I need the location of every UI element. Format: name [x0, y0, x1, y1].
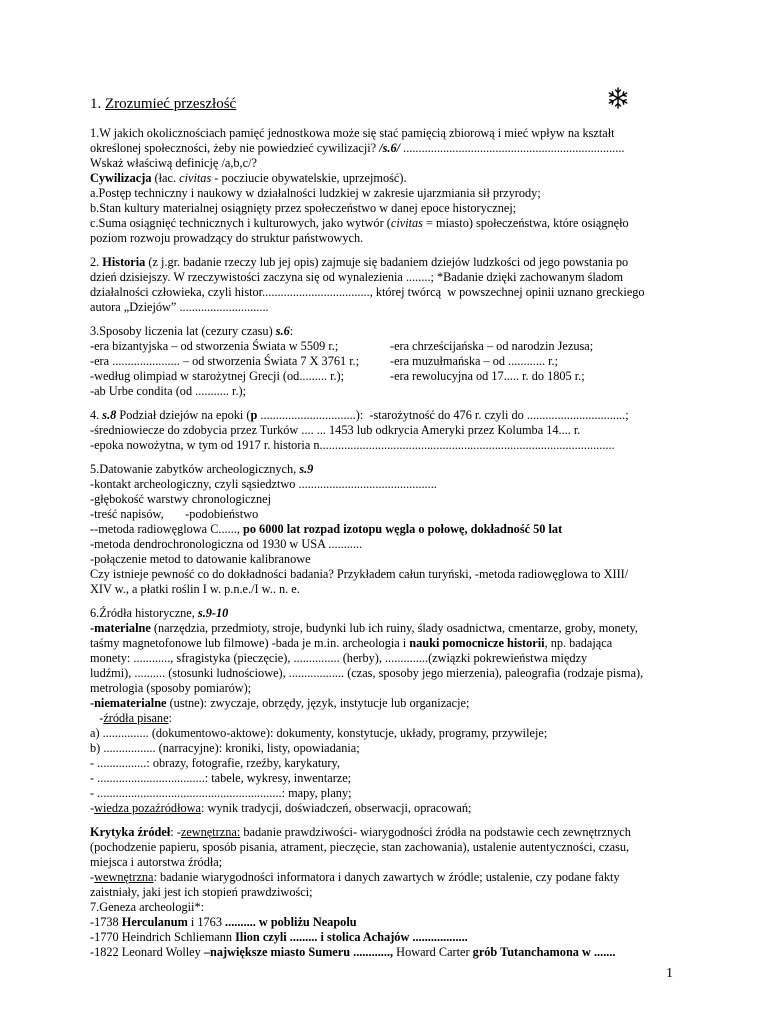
- text-segment: a) ............... (dokumentowo-aktowe): dokumenty, konstytucje, układy, programy, przywileje;: [90, 726, 548, 740]
- text-segment: ........................................................................: [400, 141, 625, 155]
- text-segment: -ab Urbe condita (od ........... r.);: [90, 384, 247, 398]
- text-line: [90, 651, 698, 666]
- text-line: [90, 771, 698, 786]
- text-segment: monety: ............, sfragistyka (pieczęcie), ............... (herby), ..............(związki pokrewieństwa między: [90, 651, 588, 665]
- text-segment: - ............................................................: mapy, plany;: [90, 786, 352, 800]
- text-segment: a.Postęp techniczny i naukowy w działalności ludzkiej w zakresie ujarzmiania sił przyrody;: [90, 186, 541, 200]
- text-segment: civitas: [390, 216, 423, 230]
- text-segment: po 6000 lat rozpad izotopu węgla o połowę, dokładność 50 lat: [243, 522, 563, 536]
- text-line: [90, 786, 698, 801]
- text-segment: 1.W jakich okolicznościach pamięć jednostkowa może się stać pamięcią zbiorową i mieć wpływ na kształt: [90, 126, 615, 140]
- text-segment: -głębokość warstwy chronologicznej: [90, 492, 271, 506]
- text-segment: civitas: [179, 171, 212, 185]
- text-segment: działalności człowieka, czyli histor..................................., której twórcą w powszechnej opinii uznano greckiego: [90, 285, 645, 299]
- text-segment: -era rewolucyjna od 17..... r. do 1805 r.;: [390, 369, 585, 383]
- text-segment: -era chrześcijańska – od narodzin Jezusa;: [390, 339, 594, 353]
- text-line: [90, 384, 698, 399]
- text-line: [90, 477, 698, 492]
- text-segment: metrologia (sposoby pomiarów);: [90, 681, 252, 695]
- text-segment: Czy istnieje pewność co do dokładności badania? Przykładem całun turyński, -metoda radiowęglowa to XIII/: [90, 567, 629, 581]
- text-line: [90, 801, 698, 816]
- text-line: [90, 711, 698, 726]
- text-segment: -kontakt archeologiczny, czyli sąsiedztwo .............................................: [90, 477, 437, 491]
- snowflake-icon: [606, 86, 630, 110]
- text-line: [90, 606, 698, 621]
- text-line: [90, 741, 698, 756]
- text-line: [90, 507, 698, 522]
- text-line: [90, 915, 698, 930]
- text-line: [90, 696, 698, 711]
- text-segment: autora „Dziejów” .............................: [90, 300, 269, 314]
- text-segment: , np. badająca: [544, 636, 613, 650]
- text-segment: Cywilizacja: [90, 171, 152, 185]
- text-line: [90, 141, 698, 156]
- text-segment: (z j.gr. badanie rzeczy lub jej opis) zajmuje się badaniem dziejów ludzkości od jego powstania po: [145, 255, 629, 269]
- text-segment: - ................: obrazy, fotografie, rzeźby, karykatury,: [90, 756, 340, 770]
- text-segment: s.8: [102, 408, 117, 422]
- text-segment: s.9-10: [197, 606, 229, 620]
- text-line: [90, 567, 698, 582]
- text-line: [90, 408, 698, 423]
- text-segment: 2.: [90, 255, 103, 269]
- text-segment: poziom rozwoju prowadzący do struktur państwowych.: [90, 231, 364, 245]
- text-segment: -średniowiecze do zdobycia przez Turków .... ... 1453 lub odkrycia Ameryki przez Kolumba 14.... r.: [90, 423, 581, 437]
- text-line: [90, 930, 698, 945]
- text-line: [90, 636, 698, 651]
- text-segment: -według olimpiad w starożytnej Grecji (od......... r.);: [90, 369, 345, 383]
- text-line: [90, 156, 698, 171]
- text-segment: i 1763: [187, 915, 226, 929]
- text-line: [90, 900, 698, 915]
- text-segment: : wynik tradycji, doświadczeń, obserwacji, opracowań;: [200, 801, 472, 815]
- text-segment: c.Suma osiągnięć technicznych i kulturowych, jako wytwór (: [90, 216, 391, 230]
- text-segment: źródła pisane: [103, 711, 169, 725]
- text-line: [90, 825, 698, 840]
- text-line: [90, 216, 698, 231]
- text-segment: ludźmi), .......... (stosunki ludnościowe), .................. (czas, sposoby jego mierzenia), paleografia (rodzaje pisma),: [90, 666, 644, 680]
- text-segment: Ilion czyli ......... i stolica Achajów ..................: [235, 930, 468, 944]
- text-line-right-column: [390, 339, 698, 354]
- text-line: [90, 552, 698, 567]
- text-segment: taśmy magnetofonowe lub filmowe) -bada je m.in. archeologia i: [90, 636, 410, 650]
- text-segment: zaistniały, jaki jest ich stopień prawdziwości;: [90, 885, 313, 899]
- text-line: [90, 186, 698, 201]
- text-segment: badanie prawdziwości- wiarygodności źródła na podstawie cech zewnętrznych: [240, 825, 631, 839]
- text-segment: dzień dzisiejszy. W rzeczywistości zaczyna się od wynalezienia ........; *Badanie dzięki zachowanym śladom: [90, 270, 624, 284]
- text-segment: -epoka nowożytna, w tym od 1917 r. historia n................................................................................................: [90, 438, 615, 452]
- text-segment: wewnętrzna: [94, 870, 154, 884]
- text-segment: .......... w pobliżu Neapolu: [225, 915, 357, 929]
- text-segment: -1822 Leonard Wolley: [90, 945, 204, 959]
- text-line: [90, 126, 698, 141]
- text-segment: ...............................): -starożytność do 476 r. czyli do ................................;: [257, 408, 629, 422]
- text-line: [90, 522, 698, 537]
- title-number: 1.: [90, 96, 105, 112]
- text-line: [90, 270, 698, 285]
- text-segment: Podział dziejów na epoki (: [116, 408, 251, 422]
- text-line: [90, 870, 698, 885]
- text-segment: -era bizantyjska – od stworzenia Świata w 5509 r.;: [90, 339, 339, 353]
- text-segment: -1738: [90, 915, 122, 929]
- text-segment: -: [90, 801, 95, 815]
- text-segment: Wskaż właściwą definicję /a,b,c/?: [90, 156, 257, 170]
- text-segment: s.9: [299, 462, 314, 476]
- text-line: [90, 621, 698, 636]
- text-segment: 7.Geneza archeologii*:: [90, 900, 205, 914]
- text-segment: -1770 Heindrich Schliemann: [90, 930, 236, 944]
- text-segment: Howard Carter: [393, 945, 473, 959]
- text-segment: : badanie wiarygodności informatora i danych zawartych w źródle; ustalenie, czy podane fakty: [153, 870, 620, 884]
- text-line: [90, 726, 698, 741]
- text-segment: określonej społeczności, żeby nie powiedzieć cywilizacji?: [90, 141, 380, 155]
- text-segment: p: [250, 408, 258, 422]
- text-line: [90, 537, 698, 552]
- text-segment: 5.Datowanie zabytków archeologicznych,: [90, 462, 300, 476]
- text-segment: XIV w., a płatki roślin I w. p.n.e./I w.. n. e.: [90, 582, 300, 596]
- text-segment: Herculanum: [121, 915, 188, 929]
- text-segment: zewnętrzna:: [180, 825, 241, 839]
- text-line: [90, 231, 698, 246]
- text-line: [90, 423, 698, 438]
- text-line: [90, 324, 698, 339]
- text-segment: -era muzułmańska – od ............ r.;: [390, 354, 559, 368]
- text-segment: - pocziucie obywatelskie, uprzejmość).: [211, 171, 407, 185]
- text-line: [90, 681, 698, 696]
- text-segment: b) ................. (narracyjne): kroniki, listy, opowiadania;: [90, 741, 360, 755]
- text-line: [90, 285, 698, 300]
- text-segment: nauki pomocnicze historii: [409, 636, 545, 650]
- text-segment: -połączenie metod to datowanie kalibranowe: [90, 552, 311, 566]
- text-segment: grób Tutanchamona w .......: [472, 945, 616, 959]
- text-segment: 4.: [90, 408, 103, 422]
- text-line: [90, 438, 698, 453]
- text-segment: --metoda radiowęglowa C......,: [90, 522, 243, 536]
- text-segment: Historia: [102, 255, 146, 269]
- text-segment: = miasto) społeczeństwa, które osiągnęło: [422, 216, 629, 230]
- text-segment: (ustne): zwyczaje, obrzędy, język, instytucje lub organizacje;: [166, 696, 470, 710]
- text-segment: –największe miasto Sumeru ............,: [203, 945, 394, 959]
- text-segment: -: [90, 870, 95, 884]
- text-segment: /s.6/: [379, 141, 401, 155]
- text-line: [90, 201, 698, 216]
- text-segment: - ...................................: tabele, wykresy, inwentarze;: [90, 771, 352, 785]
- text-segment: 6.Źródła historyczne,: [90, 606, 198, 620]
- text-line-right-column: [390, 369, 698, 384]
- text-line: [90, 885, 698, 900]
- text-line: [90, 255, 698, 270]
- text-segment: : -: [170, 825, 181, 839]
- text-line: [90, 945, 698, 960]
- text-line: [90, 300, 698, 315]
- text-line: [90, 855, 698, 870]
- text-segment: -era ...................... – od stworzenia Świata 7 X 3761 r.;: [90, 354, 360, 368]
- text-line: [90, 492, 698, 507]
- text-segment: 3.Sposoby liczenia lat (cezury czasu): [90, 324, 276, 338]
- text-segment: Krytyka źródeł: [90, 825, 171, 839]
- text-segment: (narzędzia, przedmioty, stroje, budynki lub ich ruiny, ślady osadnictwa, cmentarze, groby, monety,: [150, 621, 638, 635]
- text-line: [90, 582, 698, 597]
- text-segment: -materialne: [90, 621, 151, 635]
- text-segment: -treść napisów, -podobieństwo: [90, 507, 259, 521]
- text-segment: -: [90, 711, 104, 725]
- text-segment: -niematerialne: [90, 696, 167, 710]
- text-line: [90, 756, 698, 771]
- text-line: [90, 171, 698, 186]
- text-segment: wiedza pozaźródłowa: [94, 801, 201, 815]
- text-line: [90, 666, 698, 681]
- text-segment: (pochodzenie papieru, sposób pisania, atrament, pieczęcie, stan zachowania), ustalenie autentyczności, czasu,: [90, 840, 630, 854]
- text-segment: (łac.: [151, 171, 180, 185]
- title-text: Zrozumieć przeszłość: [105, 96, 237, 112]
- text-segment: :: [168, 711, 172, 725]
- page-title: [90, 95, 236, 113]
- text-line: [90, 840, 698, 855]
- text-segment: b.Stan kultury materialnej osiągnięty przez społeczeństwo w danej epoce historycznej;: [90, 201, 517, 215]
- text-segment: s.6: [275, 324, 290, 338]
- text-segment: :: [289, 324, 294, 338]
- text-segment: -metoda dendrochronologiczna od 1930 w USA ...........: [90, 537, 363, 551]
- page-number: 1: [666, 966, 673, 981]
- text-line: [90, 462, 698, 477]
- text-line-right-column: [390, 354, 698, 369]
- text-segment: miejsca i autorstwa źródła;: [90, 855, 223, 869]
